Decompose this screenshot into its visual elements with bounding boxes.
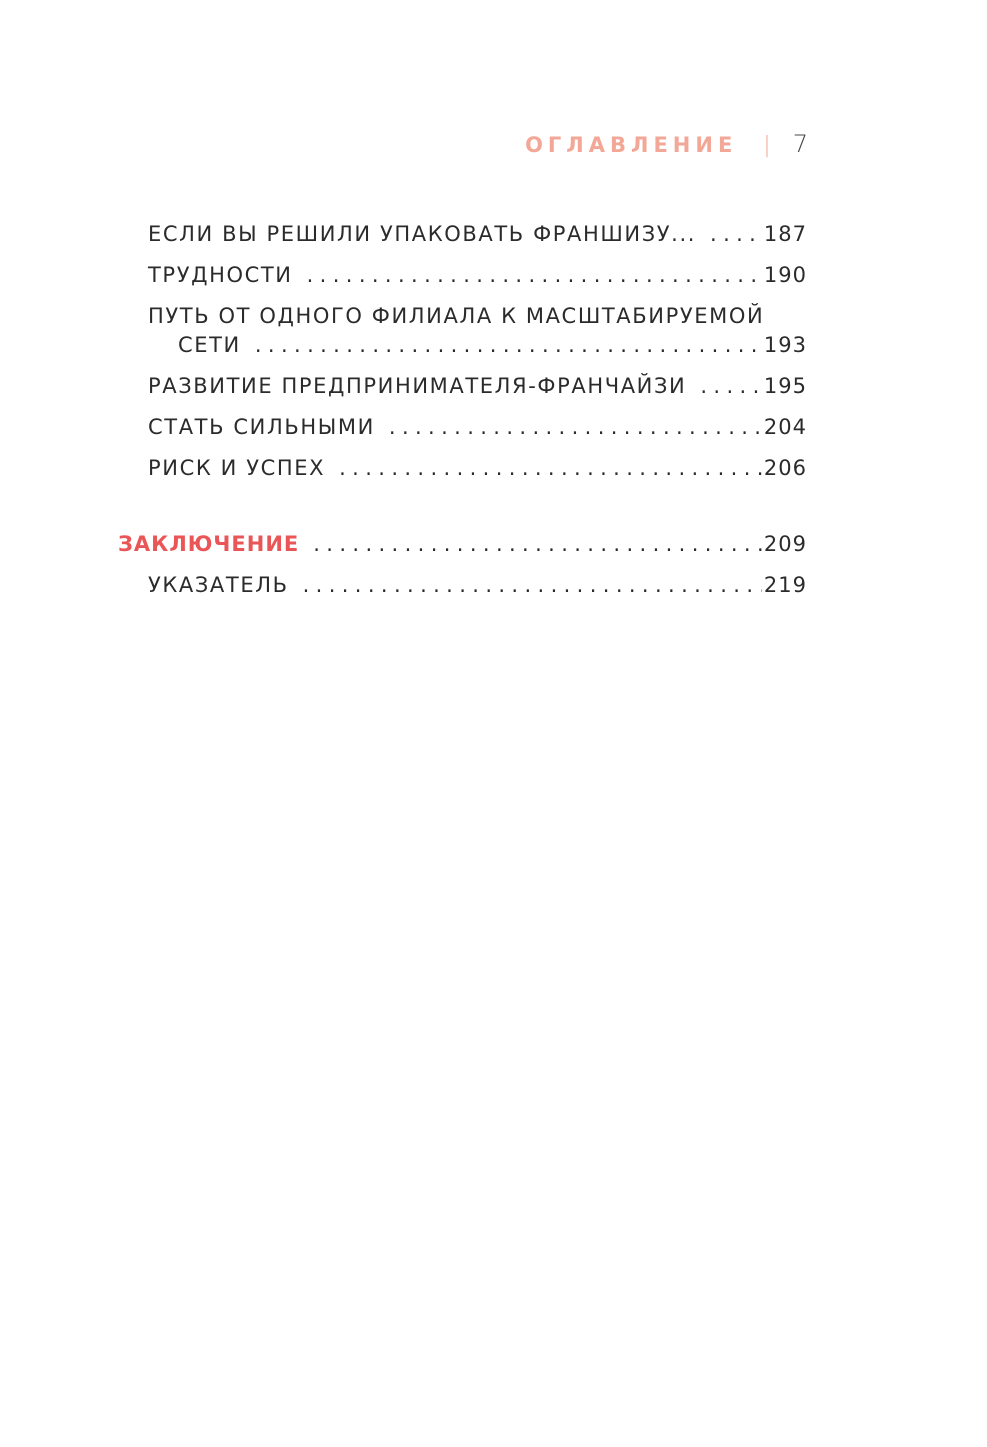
dot-leader	[307, 261, 762, 290]
running-head-separator: |	[763, 133, 771, 158]
toc-entry-page: 219	[763, 573, 807, 597]
toc-entry[interactable]	[148, 220, 807, 249]
toc-entry[interactable]	[148, 571, 807, 600]
dot-leader	[303, 571, 762, 600]
toc-entry-page: 187	[763, 222, 807, 246]
toc-entry-page: 204	[763, 415, 807, 439]
dot-leader	[700, 372, 762, 401]
toc-entry-title: УКАЗАТЕЛЬ	[148, 573, 289, 597]
toc-entry[interactable]	[148, 413, 807, 442]
toc-entry[interactable]	[148, 372, 807, 401]
running-head	[525, 130, 808, 158]
toc-entry-page: 195	[763, 374, 807, 398]
toc-chapter-title: ЗАКЛЮЧЕНИЕ	[118, 532, 300, 556]
toc-entry[interactable]	[148, 261, 807, 290]
toc-entry-title: РИСК И УСПЕХ	[148, 456, 326, 480]
running-head-page-number: 7	[792, 130, 808, 158]
dot-leader	[313, 530, 762, 559]
toc-entry-title-line1: ПУТЬ ОТ ОДНОГО ФИЛИАЛА К МАСШТАБИРУЕМОЙ	[148, 304, 765, 328]
dot-leader	[389, 413, 762, 442]
running-head-title: ОГЛАВЛЕНИЕ	[525, 133, 738, 157]
toc-entry-title: РАЗВИТИЕ ПРЕДПРИНИМАТЕЛЯ-ФРАНЧАЙЗИ	[148, 374, 687, 398]
dot-leader	[710, 220, 762, 249]
toc-entry-page: 209	[763, 532, 807, 556]
toc-entry-title: СТАТЬ СИЛЬНЫМИ	[148, 415, 375, 439]
toc-entry-title: ЕСЛИ ВЫ РЕШИЛИ УПАКОВАТЬ ФРАНШИЗУ...	[148, 222, 697, 246]
toc-chapter-entry[interactable]	[118, 530, 807, 559]
dot-leader	[339, 454, 762, 483]
toc-entry-page: 190	[763, 263, 807, 287]
toc-entry[interactable]	[148, 302, 807, 360]
toc-entry-title-line2: СЕТИ	[178, 333, 241, 357]
toc-entry-page: 193	[763, 333, 807, 357]
toc-entry[interactable]	[148, 454, 807, 483]
dot-leader	[255, 331, 762, 360]
toc-entry-page: 206	[763, 456, 807, 480]
toc-entry-title: ТРУДНОСТИ	[148, 263, 293, 287]
